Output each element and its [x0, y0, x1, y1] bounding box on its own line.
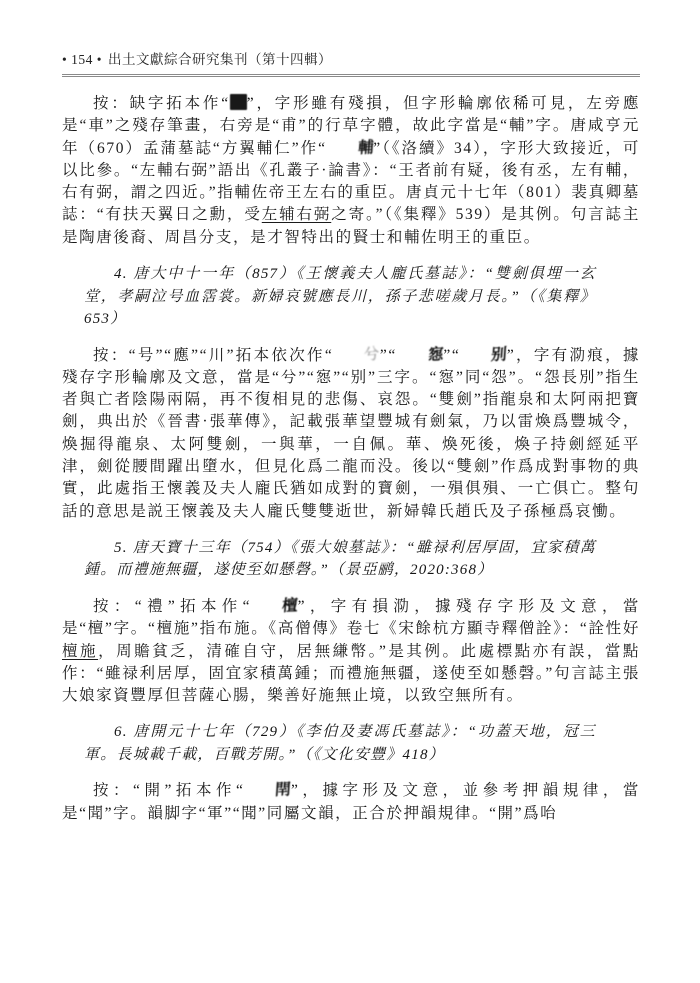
rubbing-glyph-bie: 别	[490, 345, 508, 364]
note-paragraph-entry4: 按：“号”“應”“川”拓本依次作“ 兮”“ 惌”“ 别”，字有泐痕，據殘存字形輪廓及文意，當是“兮”“惌”“别”三字。“惌”同“怨”。“怨長別”指生者與亡者陰陽兩隔，再不復相見的悲傷、哀怨。“雙劍”指龍泉和太阿兩把寶劍，典出於《晉書·張華傳》，記載張華望豐城有劍氣，乃以雷煥爲豐城令，煥掘得龍泉、太阿雙劍，一與華，一自佩。華、煥死後，煥子持劍經延平津，劍從腰間躍出墮水，但見化爲二龍而没。後以“雙劍”作爲成對事物的典實，此處指王懷義及夫人龐氏猶如成對的寶劍，一殞俱殞、一亡俱亡。整句話的意思是説王懷義及夫人龐氏雙雙逝世，新婦韓氏趙氏及子孫極爲哀慟。	[62, 344, 640, 520]
journal-title: 出土文獻綜合研究集刊（第十四輯）	[107, 52, 332, 67]
page-number: • 154 •	[62, 52, 102, 67]
rubbing-glyph-tan: 檀	[281, 597, 299, 615]
document-body	[62, 93, 640, 825]
note-paragraph-entry5: 按：“禮”拓本作“ 檀”，字有損泐，據殘存字形及文意，當是“檀”字。“檀施”指布施。《高僧傳》卷七《宋餘杭方顯寺釋僧詮》：“詮性好檀施，周贍貧乏，清確自守，居無縑幣。”是其例。此處標點亦有誤，當點作：“雖禄利居厚，固宜家積萬鍾；而禮施無疆，遂使至如懸磬。”句言誌主張大娘家資豐厚但菩薩心腸，樂善好施無止境，以致空無所有。	[62, 597, 641, 705]
note-paragraph-entry3: 按：缺字拓本作“ ”，字形雖有殘損，但字形輪廓依稀可見，左旁應是“車”之殘存筆畫，右旁是“甫”的行草字體，故此字當是“輔”字。唐咸亨元年（670）孟蒲墓誌“方翼輔仁”作“ 輔”（《洛續》34），字形大致接近，可以比參。“左輔右弼”語出《孔叢子·論書》：“王者前有疑，後有丞，左有輔，右有弼，謂之四近。”指輔佐帝王左右的重臣。唐貞元十七年（801）裴真卿墓誌：“有扶天翼日之勳，受左辅右弼之寄。”（《集釋》539）是其例。句言誌主是陶唐後裔、周昌分支，是才智特出的賢士和輔佐明王的重臣。	[62, 95, 640, 246]
underlined-text-tanshi: 檀施	[62, 642, 99, 660]
running-header	[62, 48, 640, 77]
note-paragraph-entry6: 按：“開”拓本作“ 閈”，據字形及文意，並參考押韻規律，當是“聞”字。韻脚字“軍”“聞”同屬文韻，正合於押韻規律。“開”爲咍	[62, 781, 640, 822]
rubbing-glyph-fu-cursive: 輔	[357, 138, 374, 157]
underlined-text-zuofu-youbi: 左辅右弼	[261, 206, 332, 224]
rubbing-glyph-xi: 兮	[363, 344, 381, 364]
rubbing-glyph-yuan: 惌	[427, 345, 445, 364]
epitaph-quote-item-5: 5. 唐天寶十三年（754）《張大娘墓誌》：“雖禄利居厚固，宜家積萬鍾。而禮施無疆，遂使至如懸磬。”（景亞鹂，2020:368）	[84, 539, 596, 579]
rubbing-glyph-wen: 閈	[274, 781, 292, 800]
rubbing-glyph-fu-damaged	[230, 94, 247, 110]
epitaph-quote-item-6: 6. 唐開元十七年（729）《李伯及妻馮氏墓誌》：“功蓋天地，冠三軍。長城載千載，百戰芳開。”（《文化安豐》418）	[84, 724, 596, 763]
epitaph-quote-item-4: 4. 唐大中十一年（857）《王懷義夫人龐氏墓誌》：“雙劍俱埋一玄堂，孝嗣泣号血霑裳。新婦哀號應長川，孫子悲嗟歲月長。”（《集釋》653）	[84, 266, 596, 328]
